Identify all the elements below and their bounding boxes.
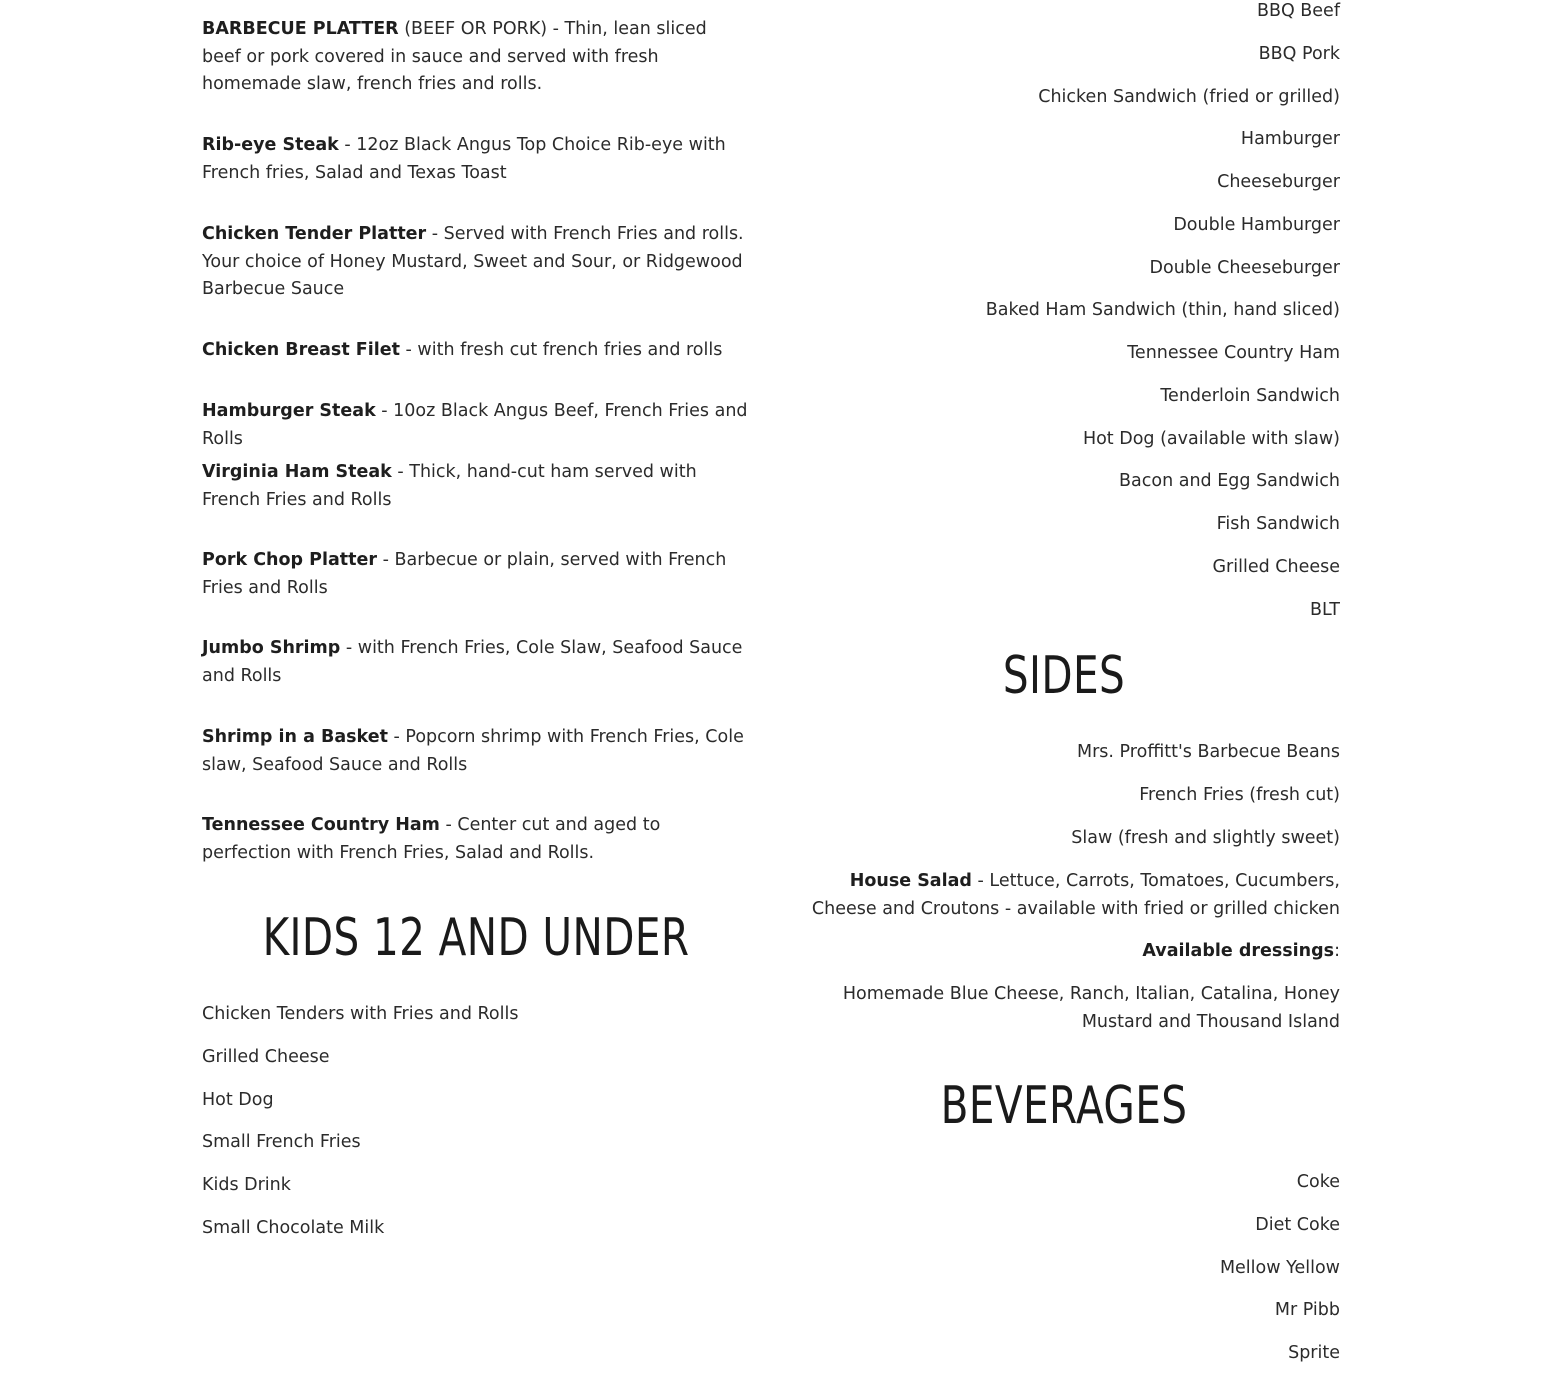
dish-description: - with fresh cut french fries and rolls: [399, 340, 723, 360]
sandwich-list: [790, 0, 1340, 639]
menu-entry: [202, 221, 750, 304]
dish-description: - Thick, hand-cut ham served with French Fries and Rolls: [202, 462, 697, 510]
kids-heading: KIDS 12 AND UNDER: [262, 908, 690, 968]
list-item: Grilled Cheese: [1212, 556, 1340, 577]
menu-entry: [202, 547, 750, 602]
dish-name: Hamburger Steak: [202, 401, 376, 421]
menu-entry: [202, 398, 750, 453]
list-item: Mellow Yellow: [1219, 1257, 1340, 1278]
list-item: BBQ Pork: [1258, 43, 1340, 64]
dish-name: Shrimp in a Basket: [202, 727, 388, 747]
dish-name: Pork Chop Platter: [202, 550, 378, 570]
list-item: Hamburger: [1240, 129, 1340, 150]
list-item: Coke: [1296, 1172, 1340, 1192]
dish-name: Tennessee Country Ham: [202, 815, 440, 835]
dish-description: - with French Fries, Cole Slaw, Seafood Sauce and Rolls: [202, 638, 743, 686]
dish-name: Chicken Tender Platter: [202, 224, 427, 244]
dish-description: - 12oz Black Angus Top Choice Rib-eye with French fries, Salad and Texas Toast: [202, 135, 726, 183]
dish-description: - 10oz Black Angus Beef, French Fries and Rolls: [202, 401, 748, 449]
beverages-heading: BEVERAGES: [940, 1076, 1188, 1136]
list-item: Fish Sandwich: [1216, 514, 1340, 534]
list-item: Chicken Sandwich (fried or grilled): [1038, 86, 1340, 107]
list-item: Small French Fries: [202, 1132, 361, 1153]
list-item: Hot Dog (available with slaw): [1082, 428, 1340, 449]
list-item: Small Chocolate Milk: [202, 1217, 385, 1238]
list-item: Chicken Tenders with Fries and Rolls: [202, 1004, 519, 1024]
list-item: Double Cheeseburger: [1149, 257, 1340, 278]
dish-name: Chicken Breast Filet: [202, 340, 400, 360]
list-item: Kids Drink: [202, 1175, 291, 1196]
dish-description: - Served with French Fries and rolls. Your choice of Honey Mustard, Sweet and Sour, or Ridgewood Barbecue Sauce: [202, 224, 744, 300]
dish-name: Jumbo Shrimp: [202, 638, 341, 658]
menu-entry: [202, 812, 750, 867]
house-salad-entry: [790, 868, 1340, 923]
list-item: French Fries (fresh cut): [1139, 784, 1340, 805]
list-item: Sprite: [1288, 1343, 1340, 1363]
list-item: Cheeseburger: [1217, 172, 1340, 192]
salad-name: House Salad: [849, 871, 972, 891]
beverages-list: [790, 1169, 1340, 1383]
dressings-label: Available dressings: [1142, 941, 1335, 961]
menu-entry: [202, 635, 750, 690]
list-item: Diet Coke: [1255, 1214, 1340, 1235]
list-item: Hot Dog: [202, 1089, 274, 1110]
list-item: Baked Ham Sandwich (thin, hand sliced): [985, 300, 1340, 321]
dish-name: Virginia Ham Steak: [202, 462, 392, 482]
list-item: Bacon and Egg Sandwich: [1119, 471, 1340, 492]
list-item: Slaw (fresh and slightly sweet): [1071, 827, 1340, 848]
dish-name: Rib-eye Steak: [202, 135, 339, 155]
list-item: BLT: [1309, 599, 1340, 620]
list-item: Grilled Cheese: [202, 1046, 330, 1067]
sides-heading: SIDES: [1002, 646, 1126, 706]
salad-description: - Lettuce, Carrots, Tomatoes, Cucumbers, Cheese and Croutons - available with fried or grilled chicken: [811, 871, 1340, 919]
dish-description: (BEEF OR PORK) - Thin, lean sliced beef or pork covered in sauce and served with fresh homemade slaw, french fries and rolls.: [202, 19, 707, 95]
kids-list: [202, 1001, 750, 1258]
menu-entry: [202, 132, 750, 187]
dish-description: - Center cut and aged to perfection with French Fries, Salad and Rolls.: [202, 815, 661, 863]
menu-entry: [202, 724, 750, 779]
menu-entry: [202, 337, 750, 365]
dish-description: - Barbecue or plain, served with French Fries and Rolls: [202, 550, 727, 598]
list-item: Tenderloin Sandwich: [1160, 385, 1340, 406]
dressings-label-line: [790, 938, 1340, 966]
dressings-colon: :: [1334, 941, 1340, 961]
list-item: Double Hamburger: [1173, 214, 1340, 235]
list-item: Mr Pibb: [1274, 1300, 1340, 1321]
list-item: BBQ Beef: [1256, 1, 1340, 21]
menu-entry: [202, 459, 750, 514]
dish-description: - Popcorn shrimp with French Fries, Cole slaw, Seafood Sauce and Rolls: [202, 727, 744, 775]
dressings-list: Homemade Blue Cheese, Ranch, Italian, Catalina, Honey Mustard and Thousand Island: [842, 984, 1340, 1032]
sides-list: [790, 739, 1340, 867]
list-item: Mrs. Proffitt's Barbecue Beans: [1077, 742, 1340, 762]
menu-entry: [202, 16, 750, 99]
list-item: Tennessee Country Ham: [1127, 343, 1340, 363]
dish-name: BARBECUE PLATTER: [202, 19, 399, 39]
